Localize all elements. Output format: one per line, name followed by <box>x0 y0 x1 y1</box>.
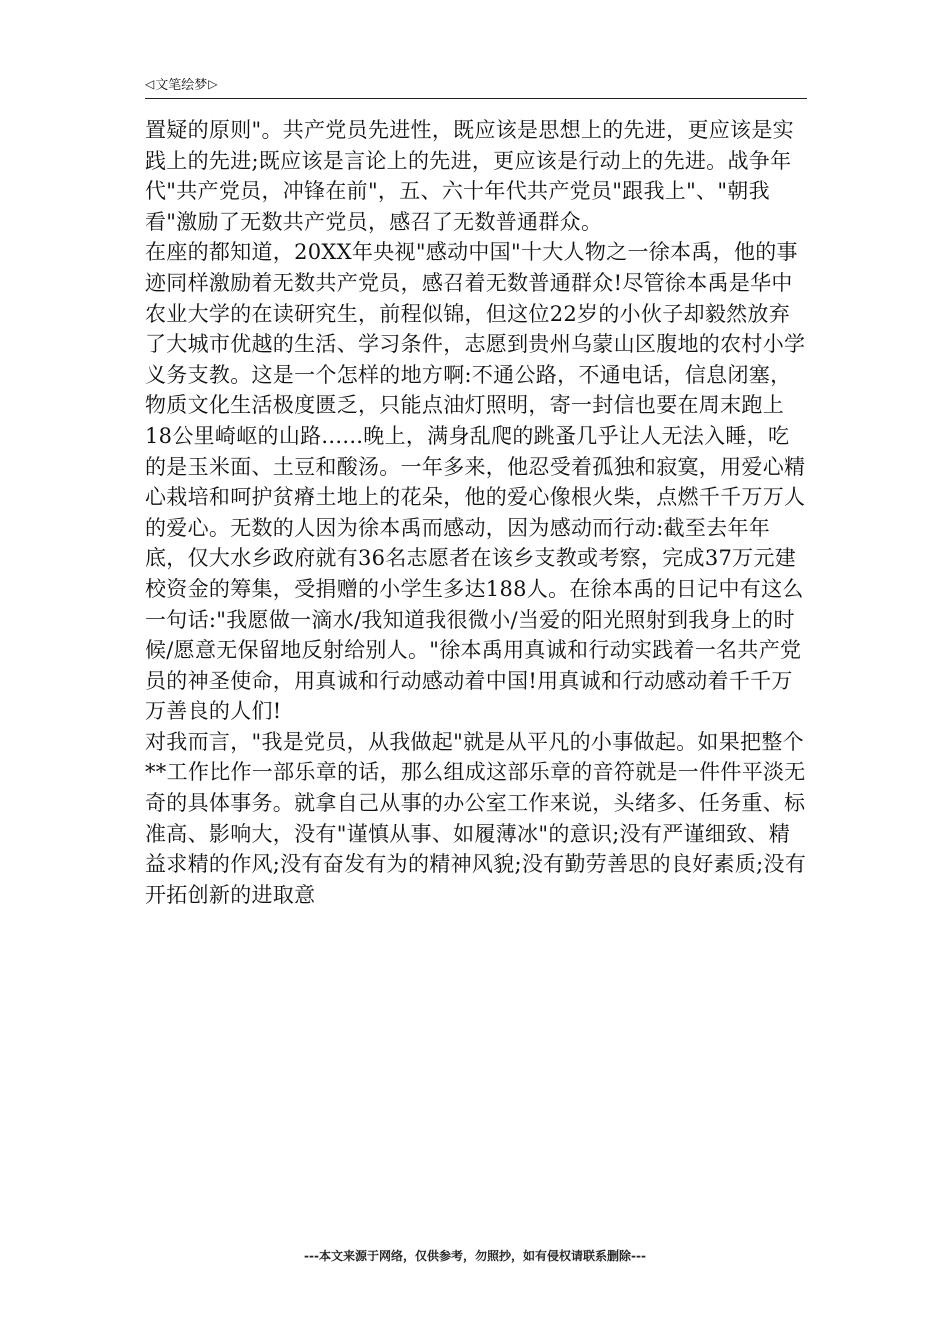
paragraph: 置疑的原则"。共产党员先进性，既应该是思想上的先进，更应该是实践上的先进;既应该是言论上的先进，更应该是行动上的先进。战争年代"共产党员，冲锋在前"，五、六十年代共产党员"跟我上"、"朝我看"激励了无数共产党员，感召了无数普通群众。 <box>145 118 794 234</box>
header-brand <box>145 74 217 93</box>
document-body <box>145 115 807 910</box>
left-triangle-icon: ◁ <box>145 76 155 91</box>
brand-name: 文笔绘梦 <box>155 78 208 93</box>
paragraph: 对我而言，"我是党员，从我做起"就是从平凡的小事做起。如果把整个**工作比作一部乐章的话，那么组成这部乐章的音符就是一件件平淡无奇的具体事务。就拿自己从事的办公室工作来说，头绪多、任务重、标准高、影响大，没有"谨慎从事、如履薄冰"的意识;没有严谨细致、精益求精的作风;没有奋发有为的精神风貌;没有勤劳善思的良好素质;没有开拓创新的进取意 <box>145 729 807 907</box>
paragraph: 在座的都知道，20XX年央视"感动中国"十大人物之一徐本禹，他的事迹同样激励着无数共产党员，感召着无数普通群众!尽管徐本禹是华中农业大学的在读研究生，前程似锦，但这位22岁的小伙子却毅然放弃了大城市优越的生活、学习条件，志愿到贵州乌蒙山区腹地的农村小学义务支教。这是一个怎样的地方啊:不通公路，不通电话，信息闭塞，物质文化生活极度匮乏，只能点油灯照明，寄一封信也要在周末跑上18公里崎岖的山路......晚上，满身乱爬的跳蚤几乎让人无法入睡，吃的是玉米面、土豆和酸汤。一年多来，他忍受着孤独和寂寞，用爱心精心栽培和呵护贫瘠土地上的花朵，他的爱心像根火柴，点燃千千万万人的爱心。无数的人因为徐本禹而感动，因为感动而行动:截至去年年底，仅大水乡政府就有36名志愿者在该乡支教或考察，完成37万元建校资金的筹集，受捐赠的小学生多达188人。在徐本禹的日记中有这么一句话:"我愿做一滴水/我知道我很微小/当爱的阳光照射到我身上的时候/愿意无保留地反射给别人。"徐本禹用真诚和行动实践着一名共产党员的神圣使命，用真诚和行动感动着中国!用真诚和行动感动着千千万万善良的人们! <box>145 240 806 724</box>
page-footer: ---本文来源于网络，仅供参考，勿照抄，如有侵权请联系删除--- <box>304 1249 646 1263</box>
right-triangle-icon: ▷ <box>208 76 218 91</box>
page-header <box>145 74 807 99</box>
